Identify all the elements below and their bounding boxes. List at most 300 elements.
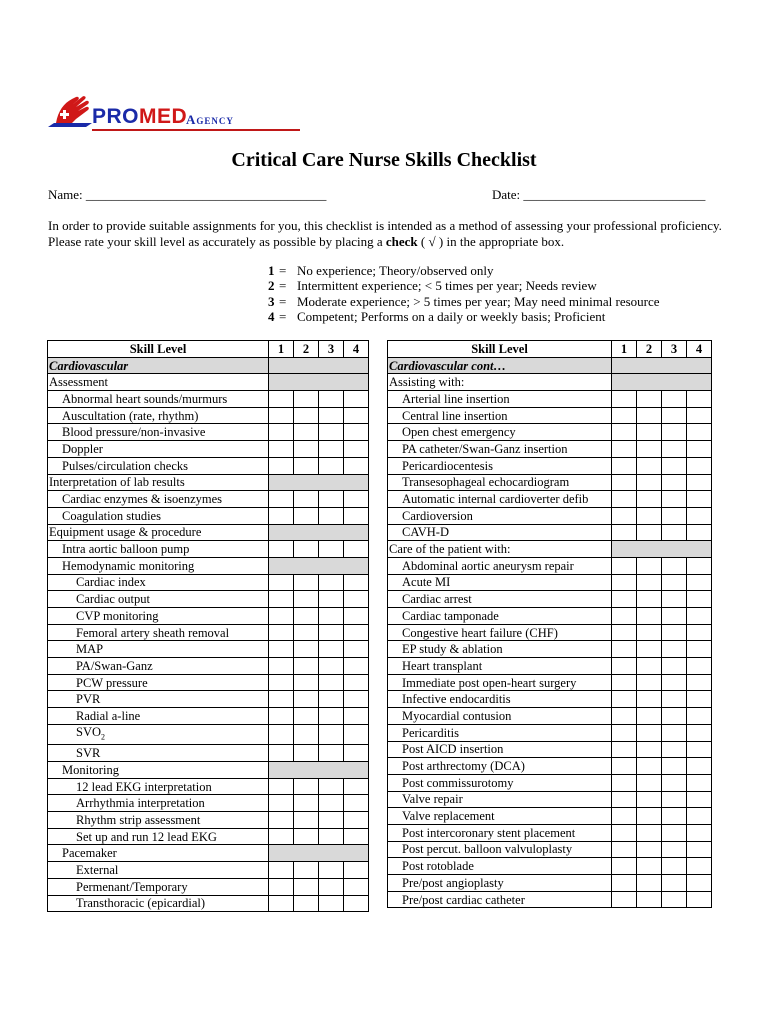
level-4-checkbox[interactable]	[344, 491, 369, 508]
level-4-checkbox[interactable]	[687, 708, 712, 725]
level-4-checkbox[interactable]	[344, 624, 369, 641]
skill-row	[388, 724, 712, 741]
level-4-checkbox[interactable]	[344, 574, 369, 591]
level-3-checkbox[interactable]	[319, 507, 344, 524]
level-2-checkbox[interactable]	[294, 541, 319, 558]
level-2-checkbox[interactable]	[637, 391, 662, 408]
level-3-checkbox[interactable]	[662, 791, 687, 808]
level-4-checkbox[interactable]	[344, 778, 369, 795]
level-1-checkbox[interactable]	[612, 724, 637, 741]
level-1-checkbox[interactable]	[612, 891, 637, 908]
skill-text: Transthoracic (epicardial)	[76, 896, 205, 911]
level-3-checkbox[interactable]	[319, 778, 344, 795]
level-3-checkbox[interactable]	[319, 541, 344, 558]
level-3-checkbox[interactable]	[319, 624, 344, 641]
level-4-checkbox[interactable]	[687, 724, 712, 741]
level-1-checkbox[interactable]	[269, 507, 294, 524]
level-3-checkbox[interactable]	[319, 674, 344, 691]
level-3-checkbox[interactable]	[662, 824, 687, 841]
level-1-checkbox[interactable]	[269, 828, 294, 845]
level-2-checkbox[interactable]	[294, 708, 319, 725]
level-4-checkbox[interactable]	[344, 795, 369, 812]
level-1-checkbox[interactable]	[269, 674, 294, 691]
level-4-checkbox[interactable]	[687, 474, 712, 491]
level-3-checkbox[interactable]	[319, 441, 344, 458]
level-2-checkbox[interactable]	[637, 724, 662, 741]
level-3-checkbox[interactable]	[662, 841, 687, 858]
level-3-checkbox[interactable]	[662, 758, 687, 775]
level-2-checkbox[interactable]	[294, 574, 319, 591]
skill-row	[388, 608, 712, 625]
level-1-header: 1	[269, 341, 294, 358]
level-3-checkbox[interactable]	[662, 708, 687, 725]
level-4-checkbox[interactable]	[344, 391, 369, 408]
rating-legend	[268, 263, 660, 324]
level-2-checkbox[interactable]	[294, 828, 319, 845]
level-3-checkbox[interactable]	[319, 574, 344, 591]
level-2-checkbox[interactable]	[294, 658, 319, 675]
level-3-checkbox[interactable]	[319, 895, 344, 912]
level-2-checkbox[interactable]	[294, 812, 319, 829]
level-2-checkbox[interactable]	[637, 557, 662, 574]
level-4-checkbox[interactable]	[687, 507, 712, 524]
level-1-checkbox[interactable]	[612, 441, 637, 458]
level-1-checkbox[interactable]	[612, 674, 637, 691]
level-4-checkbox[interactable]	[687, 774, 712, 791]
level-4-checkbox[interactable]	[687, 557, 712, 574]
level-3-checkbox[interactable]	[662, 574, 687, 591]
skill-text: Post intercoronary stent placement	[402, 825, 576, 840]
level-4-checkbox[interactable]	[344, 541, 369, 558]
level-2-checkbox[interactable]	[294, 745, 319, 762]
level-1-checkbox[interactable]	[269, 862, 294, 879]
shaded-level-cells	[269, 357, 369, 374]
level-1-checkbox[interactable]	[612, 474, 637, 491]
level-1-checkbox[interactable]	[269, 457, 294, 474]
skill-row	[388, 424, 712, 441]
skill-row	[48, 862, 369, 879]
skill-label	[388, 674, 612, 691]
level-3-checkbox[interactable]	[319, 641, 344, 658]
level-2-checkbox[interactable]	[637, 441, 662, 458]
level-3-checkbox[interactable]	[662, 391, 687, 408]
level-1-checkbox[interactable]	[612, 791, 637, 808]
level-4-checkbox[interactable]	[687, 824, 712, 841]
level-4-checkbox[interactable]	[344, 457, 369, 474]
level-2-checkbox[interactable]	[294, 862, 319, 879]
level-2-checkbox[interactable]	[637, 407, 662, 424]
level-2-checkbox[interactable]	[637, 875, 662, 892]
level-2-checkbox[interactable]	[294, 407, 319, 424]
skill-label	[48, 762, 269, 779]
level-3-checkbox[interactable]	[319, 795, 344, 812]
level-1-checkbox[interactable]	[269, 574, 294, 591]
level-2-checkbox[interactable]	[637, 858, 662, 875]
level-4-checkbox[interactable]	[687, 658, 712, 675]
level-4-checkbox[interactable]	[344, 812, 369, 829]
level-1-checkbox[interactable]	[269, 441, 294, 458]
level-4-checkbox[interactable]	[687, 424, 712, 441]
level-3-checkbox[interactable]	[662, 774, 687, 791]
level-3-checkbox[interactable]	[319, 691, 344, 708]
level-2-checkbox[interactable]	[294, 895, 319, 912]
level-2-checkbox[interactable]	[637, 491, 662, 508]
name-field[interactable]: Name: _____________________________________	[48, 187, 327, 202]
skill-text: Permenant/Temporary	[76, 879, 188, 894]
level-2-checkbox[interactable]	[294, 507, 319, 524]
level-4-checkbox[interactable]	[687, 591, 712, 608]
skill-text: Blood pressure/non-invasive	[62, 425, 206, 440]
level-1-checkbox[interactable]	[612, 641, 637, 658]
skill-text: Post rotoblade	[402, 859, 474, 874]
level-3-checkbox[interactable]	[662, 491, 687, 508]
level-2-checkbox[interactable]	[294, 795, 319, 812]
level-1-checkbox[interactable]	[612, 858, 637, 875]
level-4-checkbox[interactable]	[344, 878, 369, 895]
level-4-checkbox[interactable]	[687, 691, 712, 708]
intro-text: In order to provide suitable assignments for you, this checklist is intended as a method of assessing your professional proficiency. Please rate your skill level as accurately as possible by placing a	[48, 218, 722, 249]
level-2-checkbox[interactable]	[637, 608, 662, 625]
level-1-checkbox[interactable]	[269, 641, 294, 658]
level-3-checkbox[interactable]	[319, 812, 344, 829]
level-2-checkbox[interactable]	[637, 791, 662, 808]
level-1-checkbox[interactable]	[612, 557, 637, 574]
level-2-checkbox[interactable]	[294, 441, 319, 458]
skill-text: Auscultation (rate, rhythm)	[62, 408, 199, 423]
level-2-checkbox[interactable]	[637, 741, 662, 758]
skill-label	[388, 557, 612, 574]
level-4-checkbox[interactable]	[344, 441, 369, 458]
level-3-checkbox[interactable]	[662, 407, 687, 424]
level-1-checkbox[interactable]	[269, 724, 294, 745]
level-2-checkbox[interactable]	[294, 608, 319, 625]
level-4-checkbox[interactable]	[687, 674, 712, 691]
skill-row	[48, 624, 369, 641]
level-3-checkbox[interactable]	[662, 741, 687, 758]
level-4-checkbox[interactable]	[687, 608, 712, 625]
level-1-checkbox[interactable]	[269, 591, 294, 608]
skill-text: Set up and run 12 lead EKG	[76, 829, 217, 844]
level-4-checkbox[interactable]	[344, 407, 369, 424]
level-3-checkbox[interactable]	[319, 457, 344, 474]
skill-label	[48, 674, 269, 691]
level-4-checkbox[interactable]	[687, 891, 712, 908]
level-3-checkbox[interactable]	[319, 608, 344, 625]
level-4-checkbox[interactable]	[687, 441, 712, 458]
skill-text: Cardiac arrest	[402, 592, 472, 607]
level-2-checkbox[interactable]	[637, 624, 662, 641]
level-1-checkbox[interactable]	[612, 591, 637, 608]
level-1-checkbox[interactable]	[269, 778, 294, 795]
level-4-checkbox[interactable]	[344, 862, 369, 879]
level-1-checkbox[interactable]	[612, 391, 637, 408]
level-1-checkbox[interactable]	[612, 407, 637, 424]
category-row	[48, 357, 369, 374]
level-4-checkbox[interactable]	[344, 674, 369, 691]
level-3-checkbox[interactable]	[662, 591, 687, 608]
level-3-checkbox[interactable]	[662, 457, 687, 474]
legend-row: 4 = Competent; Performs on a daily or weekly basis; Proficient	[268, 308, 606, 324]
level-4-checkbox[interactable]	[687, 858, 712, 875]
level-3-checkbox[interactable]	[662, 624, 687, 641]
level-1-checkbox[interactable]	[612, 574, 637, 591]
skill-text: Cardiac enzymes & isoenzymes	[62, 492, 223, 507]
level-1-checkbox[interactable]	[612, 424, 637, 441]
level-3-checkbox[interactable]	[662, 674, 687, 691]
level-1-checkbox[interactable]	[269, 541, 294, 558]
level-2-checkbox[interactable]	[637, 658, 662, 675]
level-2-checkbox[interactable]	[294, 724, 319, 745]
level-1-checkbox[interactable]	[269, 691, 294, 708]
level-3-checkbox[interactable]	[662, 608, 687, 625]
level-2-checkbox[interactable]	[637, 591, 662, 608]
level-4-checkbox[interactable]	[344, 591, 369, 608]
skill-text: External	[76, 862, 119, 877]
skill-text: SVR	[76, 746, 101, 761]
level-2-checkbox[interactable]	[637, 891, 662, 908]
level-4-checkbox[interactable]	[344, 424, 369, 441]
level-1-checkbox[interactable]	[269, 878, 294, 895]
level-4-checkbox[interactable]	[344, 691, 369, 708]
level-3-checkbox[interactable]	[662, 691, 687, 708]
level-3-checkbox[interactable]	[319, 658, 344, 675]
level-1-checkbox[interactable]	[612, 841, 637, 858]
level-2-checkbox[interactable]	[637, 774, 662, 791]
level-3-checkbox[interactable]	[319, 391, 344, 408]
level-4-checkbox[interactable]	[344, 724, 369, 745]
level-3-checkbox[interactable]	[662, 507, 687, 524]
skill-text: MAP	[76, 642, 104, 657]
skill-row	[48, 407, 369, 424]
level-1-checkbox[interactable]	[269, 491, 294, 508]
level-2-checkbox[interactable]	[294, 691, 319, 708]
level-1-checkbox[interactable]	[269, 708, 294, 725]
level-1-checkbox[interactable]	[612, 758, 637, 775]
level-1-checkbox[interactable]	[612, 691, 637, 708]
skill-text: Cardiac output	[76, 592, 150, 607]
skill-row	[48, 491, 369, 508]
level-1-checkbox[interactable]	[269, 424, 294, 441]
level-4-checkbox[interactable]	[344, 608, 369, 625]
level-1-checkbox[interactable]	[269, 658, 294, 675]
level-1-checkbox[interactable]	[269, 624, 294, 641]
level-1-checkbox[interactable]	[269, 407, 294, 424]
level-1-checkbox[interactable]	[612, 875, 637, 892]
skill-label	[388, 391, 612, 408]
skill-label	[388, 374, 612, 391]
level-2-checkbox[interactable]	[294, 778, 319, 795]
skill-row	[388, 791, 712, 808]
intro-text-end: ( √ ) in the appropriate box.	[417, 234, 565, 249]
level-4-checkbox[interactable]	[344, 745, 369, 762]
level-1-checkbox[interactable]	[269, 608, 294, 625]
level-2-checkbox[interactable]	[637, 574, 662, 591]
level-3-checkbox[interactable]	[662, 858, 687, 875]
skill-label	[388, 441, 612, 458]
level-1-checkbox[interactable]	[269, 795, 294, 812]
level-3-checkbox[interactable]	[319, 491, 344, 508]
skill-row	[388, 391, 712, 408]
skill-text: Pericardiocentesis	[402, 458, 493, 473]
level-3-checkbox[interactable]	[319, 862, 344, 879]
level-2-checkbox[interactable]	[294, 457, 319, 474]
level-2-checkbox[interactable]	[637, 474, 662, 491]
level-2-checkbox[interactable]	[637, 641, 662, 658]
level-2-checkbox[interactable]	[637, 808, 662, 825]
level-3-checkbox[interactable]	[662, 891, 687, 908]
level-4-checkbox[interactable]	[687, 741, 712, 758]
skill-group-row	[388, 374, 712, 391]
level-3-checkbox[interactable]	[662, 424, 687, 441]
skill-row	[48, 658, 369, 675]
level-2-checkbox[interactable]	[637, 708, 662, 725]
level-1-checkbox[interactable]	[612, 491, 637, 508]
level-4-checkbox[interactable]	[344, 828, 369, 845]
skill-row	[388, 741, 712, 758]
skill-label	[48, 624, 269, 641]
level-4-checkbox[interactable]	[344, 895, 369, 912]
level-1-checkbox[interactable]	[612, 824, 637, 841]
level-1-checkbox[interactable]	[612, 774, 637, 791]
level-4-checkbox[interactable]	[687, 391, 712, 408]
level-2-checkbox[interactable]	[294, 624, 319, 641]
level-2-checkbox[interactable]	[294, 641, 319, 658]
level-3-checkbox[interactable]	[662, 524, 687, 541]
level-3-checkbox[interactable]	[319, 407, 344, 424]
level-4-checkbox[interactable]	[687, 407, 712, 424]
skill-label	[48, 895, 269, 912]
level-3-checkbox[interactable]	[319, 745, 344, 762]
skill-row	[48, 674, 369, 691]
level-2-checkbox[interactable]	[637, 507, 662, 524]
level-3-checkbox[interactable]	[319, 591, 344, 608]
level-3-checkbox[interactable]	[662, 474, 687, 491]
level-1-checkbox[interactable]	[269, 895, 294, 912]
intro-check-word: check	[385, 234, 418, 249]
skill-text: Valve repair	[402, 792, 463, 807]
skill-text: Arterial line insertion	[402, 391, 510, 406]
level-4-checkbox[interactable]	[687, 791, 712, 808]
date-field[interactable]: Date: ____________________________	[492, 187, 706, 202]
skill-label	[48, 878, 269, 895]
skill-text: Central line insertion	[402, 408, 508, 423]
level-1-checkbox[interactable]	[612, 624, 637, 641]
level-1-checkbox[interactable]	[269, 391, 294, 408]
level-2-checkbox[interactable]	[294, 591, 319, 608]
shaded-level-cells	[269, 474, 369, 491]
skill-text: Cardiovascular	[49, 358, 129, 373]
level-4-checkbox[interactable]	[687, 641, 712, 658]
skill-text: Cardioversion	[402, 508, 473, 523]
level-2-checkbox[interactable]	[294, 878, 319, 895]
level-2-checkbox[interactable]	[637, 691, 662, 708]
level-3-checkbox[interactable]	[319, 724, 344, 745]
skill-text: PA/Swan-Ganz	[76, 658, 153, 673]
legend-row: 1 = No experience; Theory/observed only	[268, 263, 494, 278]
skill-row	[388, 708, 712, 725]
skill-label	[388, 574, 612, 591]
skill-row	[48, 724, 369, 745]
level-2-checkbox[interactable]	[637, 758, 662, 775]
level-2-header: 2	[294, 341, 319, 358]
level-4-checkbox[interactable]	[687, 624, 712, 641]
level-2-checkbox[interactable]	[294, 491, 319, 508]
level-1-checkbox[interactable]	[269, 745, 294, 762]
level-3-checkbox[interactable]	[662, 875, 687, 892]
level-1-checkbox[interactable]	[612, 608, 637, 625]
skill-label	[388, 741, 612, 758]
level-4-checkbox[interactable]	[344, 708, 369, 725]
skill-text: Congestive heart failure (CHF)	[402, 625, 558, 640]
level-2-checkbox[interactable]	[294, 674, 319, 691]
level-2-checkbox[interactable]	[637, 457, 662, 474]
skill-label	[48, 457, 269, 474]
skill-text: Coagulation studies	[62, 508, 161, 523]
level-3-checkbox[interactable]	[319, 878, 344, 895]
level-4-checkbox[interactable]	[687, 758, 712, 775]
skill-label	[48, 541, 269, 558]
level-1-checkbox[interactable]	[612, 524, 637, 541]
level-3-checkbox[interactable]	[662, 641, 687, 658]
level-2-checkbox[interactable]	[637, 524, 662, 541]
level-3-checkbox[interactable]	[662, 658, 687, 675]
level-3-checkbox[interactable]	[319, 708, 344, 725]
level-4-checkbox[interactable]	[344, 641, 369, 658]
level-1-checkbox[interactable]	[612, 457, 637, 474]
level-1-checkbox[interactable]	[612, 741, 637, 758]
skill-label	[48, 724, 269, 745]
level-2-checkbox[interactable]	[637, 824, 662, 841]
skill-label	[48, 357, 269, 374]
skill-row	[388, 624, 712, 641]
level-2-checkbox[interactable]	[637, 424, 662, 441]
level-1-checkbox[interactable]	[612, 507, 637, 524]
level-3-checkbox[interactable]	[662, 441, 687, 458]
skill-row	[48, 541, 369, 558]
level-3-checkbox[interactable]	[319, 424, 344, 441]
level-1-checkbox[interactable]	[612, 708, 637, 725]
level-4-checkbox[interactable]	[687, 524, 712, 541]
level-4-checkbox[interactable]	[687, 491, 712, 508]
level-4-checkbox[interactable]	[687, 808, 712, 825]
level-3-checkbox[interactable]	[662, 724, 687, 741]
level-1-checkbox[interactable]	[612, 658, 637, 675]
level-1-checkbox[interactable]	[612, 808, 637, 825]
skill-text: EP study & ablation	[402, 642, 503, 657]
level-1-checkbox[interactable]	[269, 812, 294, 829]
skill-label	[48, 812, 269, 829]
level-4-checkbox[interactable]	[687, 875, 712, 892]
level-4-checkbox[interactable]	[344, 507, 369, 524]
level-2-checkbox[interactable]	[294, 391, 319, 408]
level-3-checkbox[interactable]	[662, 557, 687, 574]
skill-label	[48, 574, 269, 591]
level-2-checkbox[interactable]	[294, 424, 319, 441]
level-4-checkbox[interactable]	[687, 574, 712, 591]
skill-text: PVR	[76, 692, 101, 707]
level-2-checkbox[interactable]	[637, 841, 662, 858]
level-4-checkbox[interactable]	[687, 841, 712, 858]
level-3-checkbox[interactable]	[662, 808, 687, 825]
level-3-checkbox[interactable]	[319, 828, 344, 845]
skill-label	[48, 441, 269, 458]
skill-text: Open chest emergency	[402, 425, 516, 440]
level-2-checkbox[interactable]	[637, 674, 662, 691]
skill-group-row	[48, 474, 369, 491]
level-4-checkbox[interactable]	[687, 457, 712, 474]
skill-text: Infective endocarditis	[402, 692, 511, 707]
level-4-checkbox[interactable]	[344, 658, 369, 675]
